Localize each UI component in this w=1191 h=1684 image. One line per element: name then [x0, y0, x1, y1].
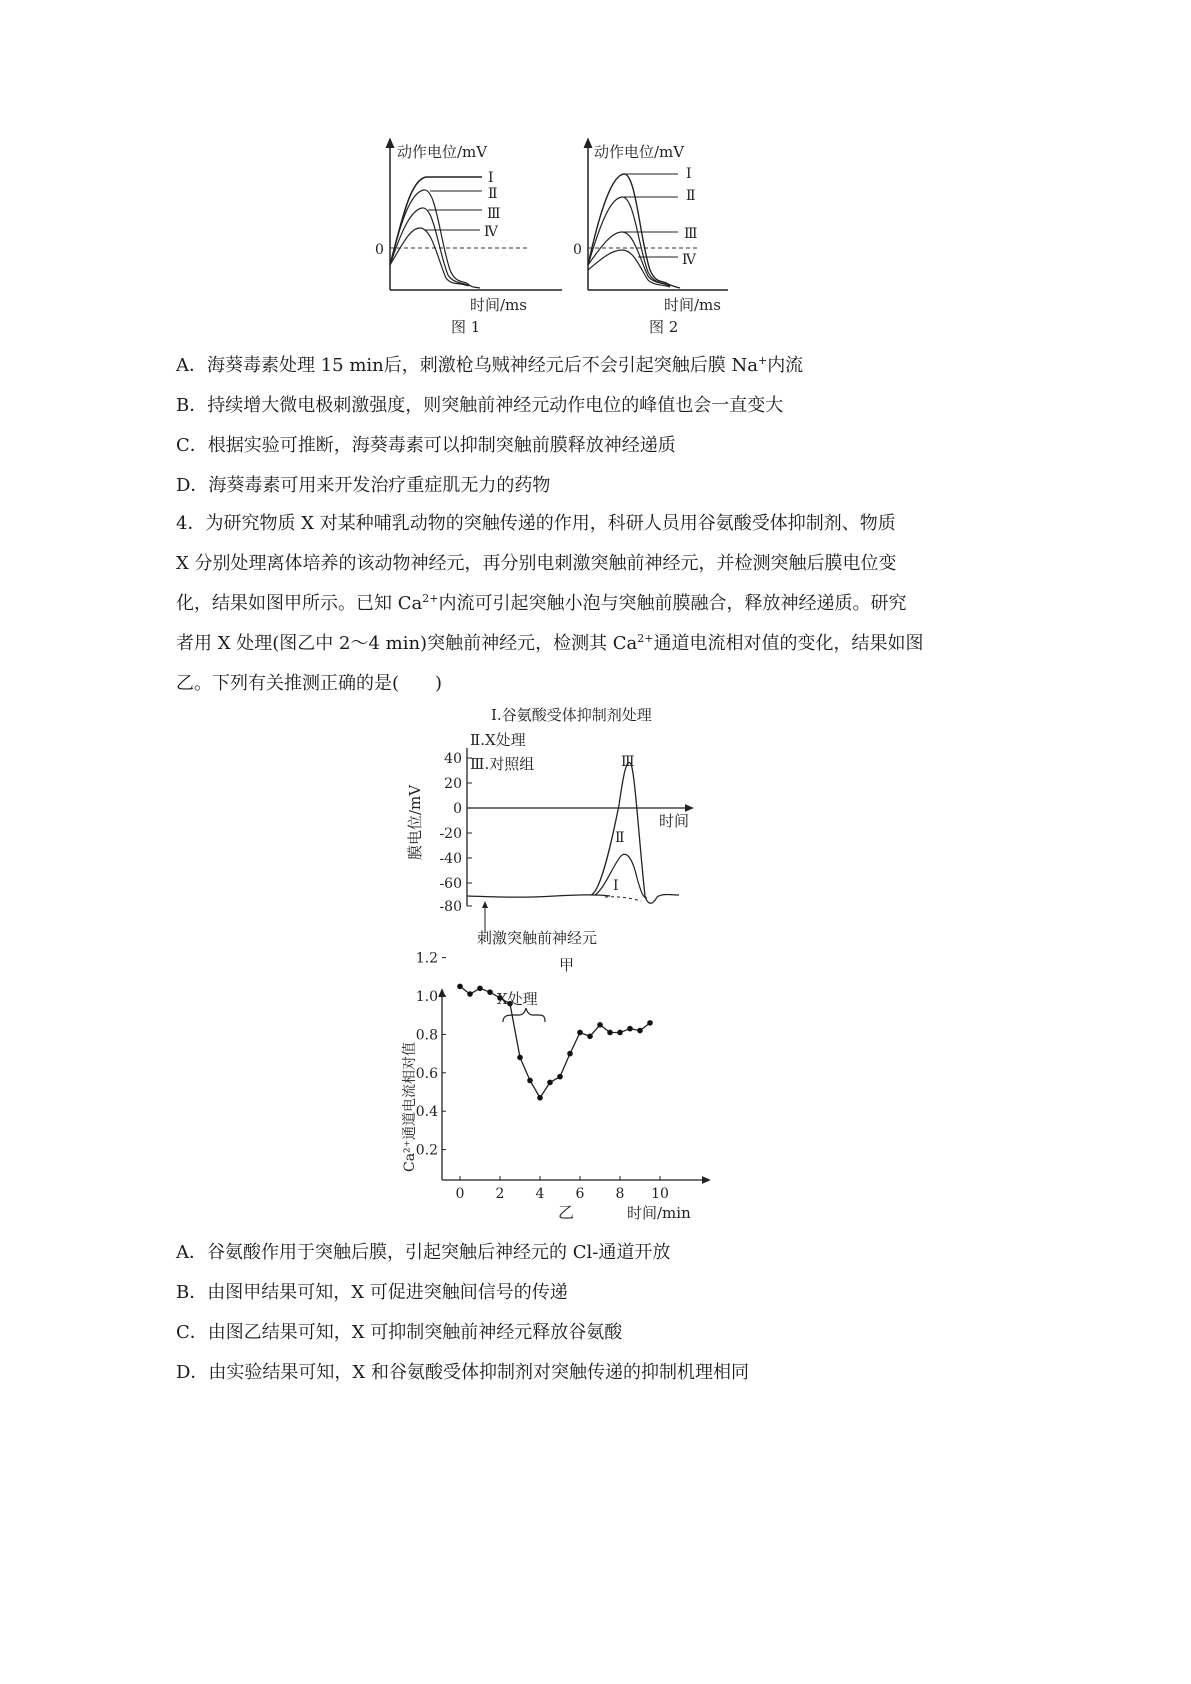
- q4-option-a: A．谷氨酸作用于突触后膜，引起突触后神经元的 Cl-通道开放: [176, 1242, 671, 1263]
- fig2-ylabel: 动作电位/mV: [594, 143, 685, 161]
- jia-legend-1: Ⅰ.谷氨酸受体抑制剂处理: [491, 706, 652, 724]
- fig2-xlabel: 时间/ms: [664, 296, 721, 314]
- yi-ytick-label: 0.8: [415, 1027, 438, 1044]
- q4-line-4-sup: 2+: [637, 632, 654, 645]
- yi-data-point: [607, 1030, 613, 1036]
- fig2-series-4: Ⅳ: [682, 252, 696, 268]
- yi-annotation-brace: [503, 1008, 545, 1022]
- yi-data-point: [457, 984, 463, 990]
- fig1-ylabel: 动作电位/mV: [397, 143, 488, 161]
- q4-line-2: X 分别处理离体培养的该动物神经元，再分别电刺激突触前神经元，并检测突触后膜电位变: [176, 553, 897, 574]
- fig2-series-1: Ⅰ: [686, 166, 692, 182]
- yi-data-point: [567, 1051, 573, 1057]
- jia-ytick-neg60: -60: [439, 876, 462, 892]
- yi-ytick-label: 1.0: [415, 989, 438, 1005]
- fig2-series-2: Ⅱ: [686, 188, 696, 204]
- jia-ytick-20: 20: [444, 776, 462, 792]
- yi-ytick-label: 0.4: [415, 1104, 438, 1121]
- q3-option-a-text: A．海葵毒素处理 15 min后，刺激枪乌贼神经元后不会引起突触后膜 Na: [176, 355, 758, 376]
- q3-option-a-sup: +: [757, 354, 768, 367]
- fig2-zero-label: 0: [573, 242, 582, 258]
- yi-data-point: [467, 991, 473, 997]
- figure-2: [573, 142, 728, 336]
- q4-stem: [176, 504, 1026, 704]
- jia-xlabel: 时间: [659, 812, 690, 830]
- yi-ytick-label: 0.2: [415, 1142, 438, 1159]
- fig1-zero-label: 0: [375, 242, 384, 258]
- jia-curve-label-1: Ⅰ: [613, 878, 619, 894]
- q4-line-3a: 化，结果如图甲所示。已知 Ca: [176, 593, 423, 614]
- q4-line-3b: 内流可引起突触小泡与突触前膜融合，释放神经递质。研究: [438, 593, 907, 614]
- q3-option-b: B．持续增大微电极刺激强度，则突触前神经元动作电位的峰值也会一直变大: [176, 395, 784, 416]
- jia-ytick-neg20: -20: [439, 826, 462, 842]
- jia-ylabel: 膜电位/mV: [406, 784, 424, 860]
- yi-ytick-label: 1.2: [415, 950, 438, 967]
- yi-xlabel: 时间/min: [627, 1204, 691, 1222]
- yi-data-point: [597, 1022, 603, 1028]
- fig2-caption: 图 2: [649, 318, 679, 336]
- jia-annotation: 刺激突触前神经元: [477, 929, 598, 947]
- q4-line-3-sup: 2+: [422, 592, 439, 605]
- yi-data-point: [557, 1074, 563, 1080]
- yi-xtick-label: 10: [651, 1186, 669, 1202]
- figure-jia: [395, 700, 725, 975]
- q3-option-a: [176, 354, 803, 378]
- yi-xtick-label: 6: [575, 1186, 585, 1202]
- q3-option-c: C．根据实验可推断，海葵毒素可以抑制突触前膜释放神经递质: [176, 435, 676, 456]
- jia-ytick-0: 0: [453, 801, 462, 817]
- yi-data-point: [487, 989, 493, 995]
- yi-caption: 乙: [558, 1203, 575, 1222]
- yi-data-point: [617, 1030, 623, 1036]
- q3-option-a-tail: 内流: [767, 355, 804, 376]
- q3-option-d: D．海葵毒素可用来开发治疗重症肌无力的药物: [176, 475, 551, 496]
- yi-data-point: [517, 1055, 523, 1061]
- yi-annotation: X处理: [497, 990, 538, 1008]
- q4-line-4b: 通道电流相对值的变化，结果如图: [653, 633, 924, 654]
- yi-xtick-label: 8: [615, 1186, 625, 1202]
- yi-data-point: [547, 1080, 553, 1086]
- yi-ytick-label: 0.6: [415, 1065, 438, 1082]
- yi-data-point: [477, 986, 483, 992]
- fig2-series-3: Ⅲ: [684, 226, 698, 242]
- q4-option-b: B．由图甲结果可知，X 可促进突触间信号的传递: [176, 1282, 568, 1303]
- q4-line-4: [176, 624, 1026, 664]
- yi-data-point: [587, 1034, 593, 1040]
- figure-yi-chart: [395, 950, 725, 1227]
- jia-legend-3: Ⅲ.对照组: [470, 755, 535, 773]
- jia-legend-2: Ⅱ.X处理: [470, 731, 526, 749]
- fig1-series-2: Ⅱ: [488, 186, 498, 202]
- fig1-caption: 图 1: [451, 318, 481, 336]
- q4-line-3: [176, 584, 1026, 624]
- q4-option-d: D．由实验结果可知，X 和谷氨酸受体抑制剂对突触传递的抑制机理相同: [176, 1362, 749, 1383]
- q4-line-5: 乙。下列有关推测正确的是( ): [176, 673, 443, 694]
- jia-curve-label-2: Ⅱ: [615, 830, 625, 846]
- q4-option-c: C．由图乙结果可知，X 可抑制突触前神经元释放谷氨酸: [176, 1322, 623, 1343]
- yi-data-point: [647, 1020, 653, 1026]
- jia-curve-label-3: Ⅲ: [621, 754, 635, 770]
- yi-data-point: [537, 1095, 543, 1101]
- fig1-series-4: Ⅳ: [484, 224, 498, 240]
- yi-data-point: [637, 1028, 643, 1034]
- yi-series-line: [460, 986, 650, 1097]
- yi-xtick-label: 2: [495, 1186, 505, 1202]
- fig1-series-1: Ⅰ: [488, 170, 494, 186]
- jia-ytick-40: 40: [444, 751, 462, 767]
- fig1-series-3: Ⅲ: [487, 206, 501, 222]
- q4-line-4a: 者用 X 处理(图乙中 2～4 min)突触前神经元，检测其 Ca: [176, 633, 638, 654]
- yi-xtick-label: 0: [455, 1186, 465, 1202]
- figure-1: [375, 142, 562, 336]
- yi-data-point: [577, 1030, 583, 1036]
- jia-ytick-neg40: -40: [439, 851, 462, 867]
- jia-caption: 甲: [559, 956, 575, 974]
- yi-data-point: [527, 1078, 533, 1084]
- yi-data-point: [627, 1026, 633, 1032]
- figure-1-2: [375, 130, 780, 355]
- q4-line-1: 4．为研究物质 X 对某种哺乳动物的突触传递的作用，科研人员用谷氨酸受体抑制剂、物质: [176, 513, 896, 534]
- jia-ytick-neg80: -80: [439, 899, 462, 915]
- yi-xtick-label: 4: [535, 1186, 545, 1202]
- yi-ylabel: Ca²⁺通道电流相对值: [402, 1041, 418, 1172]
- fig1-xlabel: 时间/ms: [470, 296, 527, 314]
